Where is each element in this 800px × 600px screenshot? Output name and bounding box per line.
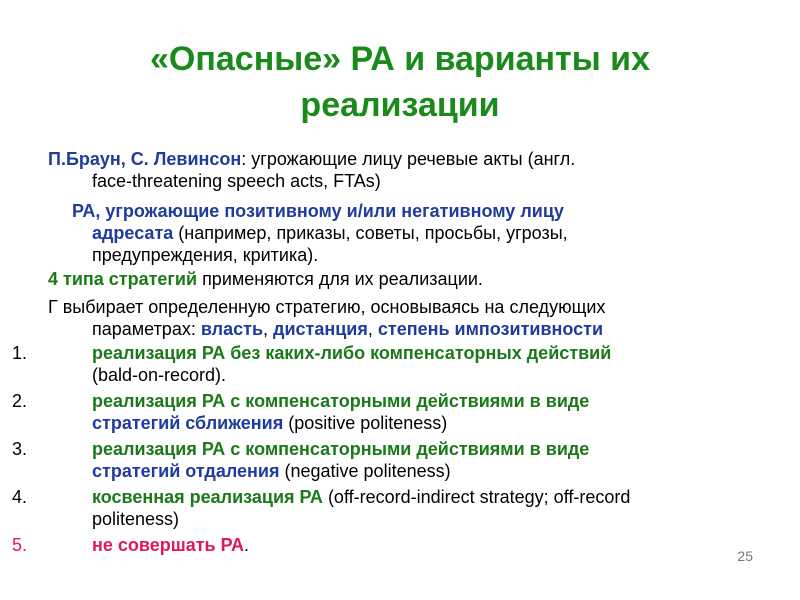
fta-bold-b: адресата <box>92 223 174 243</box>
fta-text-c: предупреждения, критика). <box>92 245 319 265</box>
strategies-text: применяются для их реализации. <box>197 269 483 289</box>
list-item-bold: косвенная реализация РА <box>92 487 323 507</box>
list-item-number: 3. <box>12 439 28 459</box>
fta-bold-a: РА, угрожающие позитивному и/или негативному лицу <box>72 201 564 221</box>
list-item-text: (bald-on-record). <box>92 365 227 385</box>
list-item-bold: реализация РА без каких-либо компенсаторных действий <box>92 343 612 363</box>
list-item-strategy: стратегий отдаления <box>92 461 280 481</box>
list-item-number: 4. <box>12 487 28 507</box>
list-item-text: (negative politeness) <box>279 461 451 481</box>
list-item-text-a: (off-record-indirect strategy; off-record <box>322 487 631 507</box>
list-item-text: (positive politeness) <box>283 413 448 433</box>
title-line-1: «Опасные» РА и варианты их <box>149 40 650 78</box>
parameter-imposition: степень импозитивности <box>377 319 604 339</box>
paragraph-strategies <box>48 268 748 290</box>
title-line-2: реализации <box>300 86 500 124</box>
list-item-text-b: politeness) <box>92 509 180 529</box>
strategies-bold: 4 типа стратегий <box>48 269 198 289</box>
authors-text-b: face-threatening speech acts, FTAs) <box>92 171 381 191</box>
list-item-text: . <box>244 535 250 555</box>
slide-title <box>60 36 740 128</box>
list-item-strategy: стратегий сближения <box>92 413 284 433</box>
parameter-separator-1: , <box>263 319 274 339</box>
authors-name: П.Браун, С. Левинсон <box>48 149 242 169</box>
parameter-power: власть <box>200 319 264 339</box>
list-item-red: не совершать РА <box>92 535 245 555</box>
paragraph-parameters <box>48 296 758 340</box>
page-number: 25 <box>737 548 753 564</box>
authors-text-a: : угрожающие лицу речевые акты (англ. <box>241 149 576 169</box>
list-item-number: 2. <box>12 391 28 411</box>
list-item-bold: реализация РА с компенсаторными действиями в виде <box>92 439 590 459</box>
list-item-number: 1. <box>12 343 28 363</box>
paragraph-authors <box>48 148 748 192</box>
parameters-text-b: параметрах: <box>92 319 201 339</box>
paragraph-fta-definition <box>72 200 752 266</box>
list-item-bold: реализация РА с компенсаторными действиями в виде <box>92 391 590 411</box>
parameters-text-a: Г выбирает определенную стратегию, основываясь на следующих <box>48 297 606 317</box>
list-item-number: 5. <box>12 535 28 555</box>
parameter-distance: дистанция <box>273 319 368 339</box>
parameter-separator-2: , <box>367 319 378 339</box>
fta-text-b: (например, приказы, советы, просьбы, угрозы, <box>173 223 568 243</box>
